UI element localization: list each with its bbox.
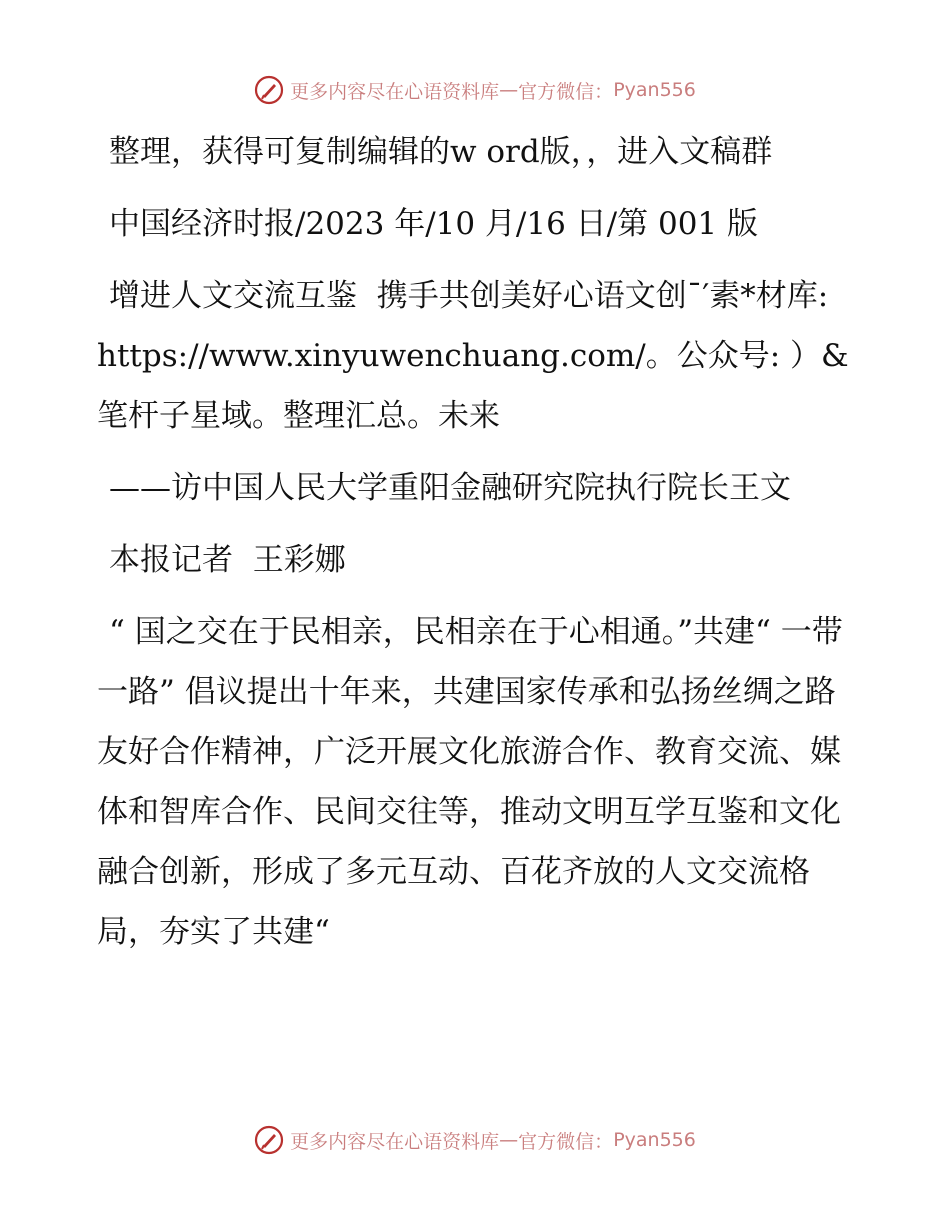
byline: 本报记者 王彩娜	[109, 542, 346, 578]
document-body	[97, 122, 857, 962]
footer-banner	[0, 1120, 950, 1160]
source-line: 中国经济时报/2023 年/10 月/16 日/第 001 版	[109, 206, 759, 242]
intro-note: 整理，获得可复制编辑的w ord版，，进入文稿群	[109, 134, 773, 170]
banner-separator: —	[499, 1129, 519, 1151]
banner-account[interactable]: Pyan556	[613, 79, 696, 101]
quill-logo-icon	[254, 1125, 284, 1155]
banner-account[interactable]: Pyan556	[613, 1129, 696, 1151]
banner-wechat-label: 官方微信：	[518, 1130, 614, 1153]
quill-logo-icon	[254, 75, 284, 105]
banner-text: 更多内容尽在心语资料库	[290, 80, 500, 103]
body-paragraph: “ 国之交在于民相亲，民相亲在于心相通。”共建“ 一带一路” 倡议提出十年来，共建国家传承和弘扬丝绸之路友好合作精神，广泛开展文化旅游合作、教育交流、媒体和智库合作、民间交往等，推动文明互学互鉴和文化融合创新，形成了多元互动、百花齐放的人文交流格局，夯实了共建“	[97, 614, 843, 950]
header-banner	[0, 70, 950, 110]
article-title: 增进人文交流互鉴 携手共创美好心语文创¯′素*材库: https://www.xinyuwenchuang.com/。公众号: ）&笔杆子星域。整理汇总。未来	[97, 278, 849, 434]
banner-text: 更多内容尽在心语资料库	[290, 1130, 500, 1153]
banner-separator: —	[499, 79, 519, 101]
banner-wechat-label: 官方微信：	[518, 80, 614, 103]
article-subtitle: ——访中国人民大学重阳金融研究院执行院长王文	[109, 470, 791, 506]
